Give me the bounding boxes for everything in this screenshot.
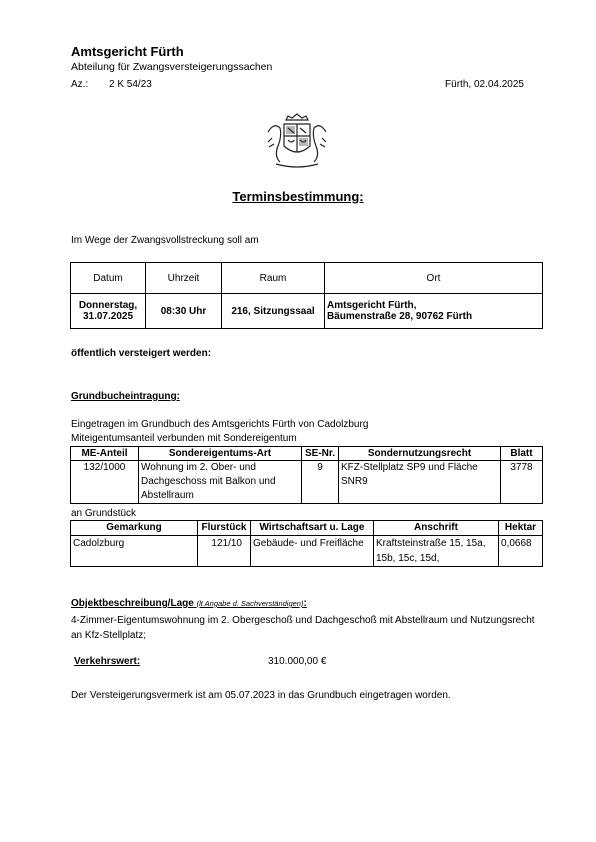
row-share: 132/1000 bbox=[71, 461, 139, 504]
appointment-date: Donnerstag, 31.07.2025 bbox=[71, 294, 146, 329]
case-number-value: 2 K 54/23 bbox=[109, 79, 152, 90]
col-sheet: Blatt bbox=[501, 447, 543, 461]
auction-text: öffentlich versteigert werden: bbox=[71, 348, 212, 359]
object-heading-note: (lt Angabe d. Sachverständigen) bbox=[196, 599, 304, 608]
col-hectare: Hektar bbox=[499, 521, 543, 536]
place-date: Fürth, 02.04.2025 bbox=[445, 79, 524, 90]
row-usage-right: KFZ-Stellplatz SP9 und Fläche SNR9 bbox=[339, 461, 501, 504]
col-time: Uhrzeit bbox=[146, 263, 222, 294]
appointment-time: 08:30 Uhr bbox=[146, 294, 222, 329]
col-date: Datum bbox=[71, 263, 146, 294]
land-register-heading: Grundbucheintragung: bbox=[71, 391, 180, 402]
plot-table bbox=[70, 520, 543, 567]
col-usage-right: Sondernutzungsrecht bbox=[339, 447, 501, 461]
col-parcel: Flurstück bbox=[198, 521, 251, 536]
plot-use: Gebäude- und Freifläche bbox=[251, 536, 374, 567]
object-description: 4-Zimmer-Eigentumswohnung im 2. Obergeschoß und Dachgeschoß mit Abstellraum und Nutzungsrecht an Kfz-Stellplatz; bbox=[71, 615, 535, 641]
plot-district: Cadolzburg bbox=[71, 536, 198, 567]
case-number bbox=[71, 79, 152, 90]
register-note: Der Versteigerungsvermerk ist am 05.07.2023 in das Grundbuch eingetragen worden. bbox=[71, 690, 451, 701]
case-number-label: Az.: bbox=[71, 79, 89, 90]
market-value-label: Verkehrswert: bbox=[74, 656, 141, 667]
land-register-line2: Miteigentumsanteil verbunden mit Sondereigentum bbox=[71, 433, 297, 444]
appointment-room: 216, Sitzungssaal bbox=[222, 294, 325, 329]
plot-address: Kraftsteinstraße 15, 15a, 15b, 15c, 15d, bbox=[374, 536, 499, 567]
plot-parcel: 121/10 bbox=[198, 536, 251, 567]
market-value: 310.000,00 € bbox=[268, 656, 327, 667]
plot-hectare: 0,0668 bbox=[499, 536, 543, 567]
col-use: Wirtschaftsart u. Lage bbox=[251, 521, 374, 536]
ownership-table bbox=[70, 446, 543, 504]
plot-label: an Grundstück bbox=[71, 508, 137, 519]
row-sheet: 3778 bbox=[501, 461, 543, 504]
appointment-table bbox=[70, 262, 543, 329]
col-district: Gemarkung bbox=[71, 521, 198, 536]
col-address: Anschrift bbox=[374, 521, 499, 536]
document-title: Terminsbestimmung: bbox=[232, 189, 364, 204]
col-share: ME-Anteil bbox=[71, 447, 139, 461]
col-room: Raum bbox=[222, 263, 325, 294]
court-name: Amtsgericht Fürth bbox=[71, 44, 184, 59]
row-se-nr: 9 bbox=[302, 461, 339, 504]
object-heading: Objektbeschreibung/Lage (lt Angabe d. Sachverständigen): bbox=[71, 598, 307, 609]
land-register-line1: Eingetragen im Grundbuch des Amtsgerichts Fürth von Cadolzburg bbox=[71, 419, 369, 430]
intro-text: Im Wege der Zwangsvollstreckung soll am bbox=[71, 235, 259, 246]
col-place: Ort bbox=[325, 263, 543, 294]
col-se-nr: SE-Nr. bbox=[302, 447, 339, 461]
department: Abteilung für Zwangsversteigerungssachen bbox=[71, 61, 273, 73]
coat-of-arms-icon bbox=[262, 112, 332, 170]
row-type: Wohnung im 2. Ober- und Dachgeschoss mit Balkon und Abstellraum bbox=[139, 461, 302, 504]
appointment-place: Amtsgericht Fürth, Bäumenstraße 28, 90762 Fürth bbox=[325, 294, 543, 329]
col-type: Sondereigentums-Art bbox=[139, 447, 302, 461]
